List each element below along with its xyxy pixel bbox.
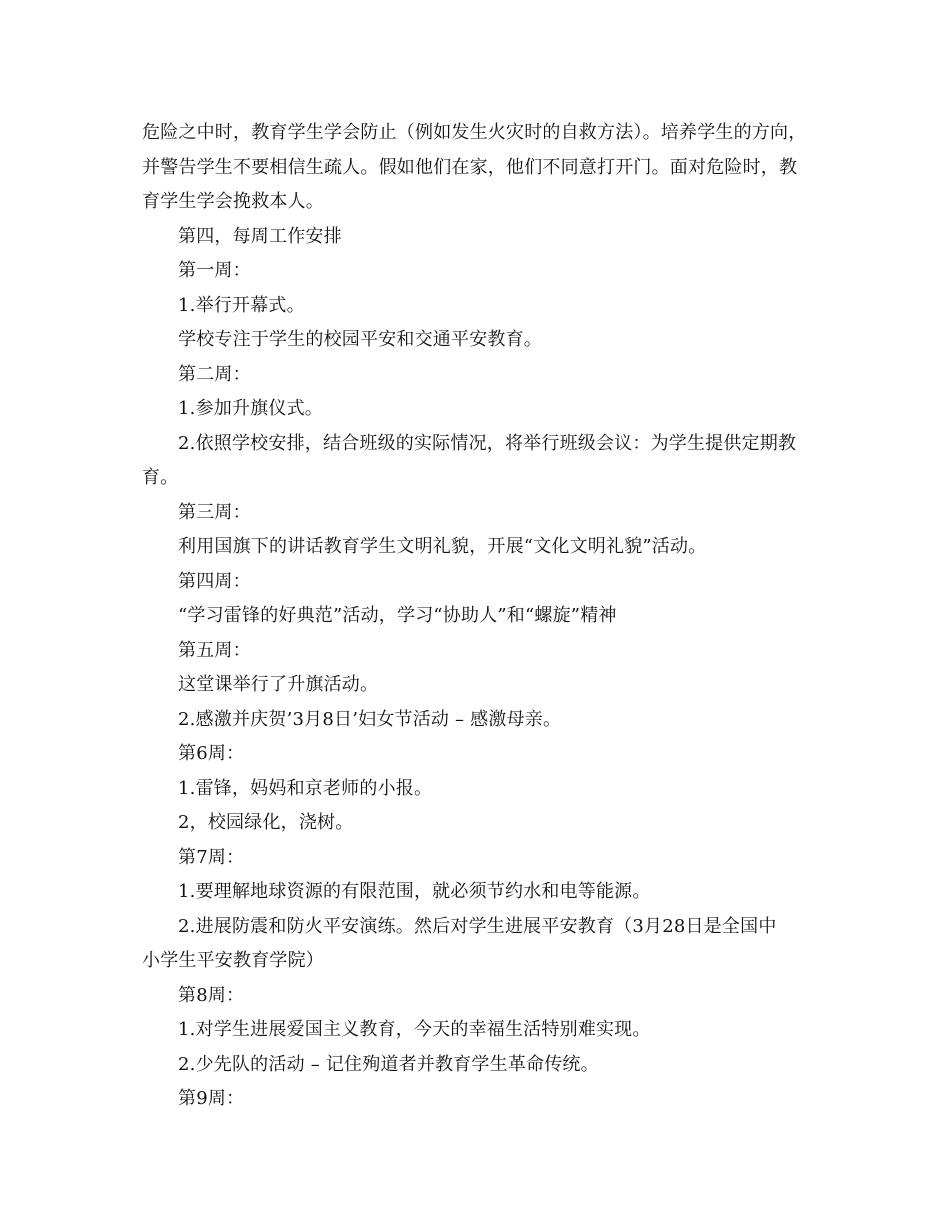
text-line: 1.雷锋，妈妈和京老师的小报。 [178,777,433,799]
text-line: 第四周： [178,570,251,592]
text-line: 2.依照学校安排，结合班级的实际情况，将举行班级会议：为学生提供定期教 [178,432,797,454]
text-line: 第二周： [178,363,251,385]
text-line: 1.对学生进展爱国主义教育，今天的幸福生活特别难实现。 [178,1019,651,1040]
text-line: 育。 [142,467,179,488]
text-line: 第8周： [178,984,245,1006]
text-line: 2.感激并庆贺’3月8日’妇女节活动 – 感激母亲。 [178,708,562,730]
text-line: 1.要理解地球资源的有限范围，就必须节约水和电等能源。 [178,881,651,902]
text-line: 第6周： [178,743,245,764]
text-line: 1.举行开幕式。 [178,294,305,316]
text-line: 1.参加升旗仪式。 [178,398,323,419]
text-line: 第7周： [178,846,245,868]
text-line: 学校专注于学生的校园平安和交通平安教育。 [178,329,542,350]
text-line: 并警告学生不要相信生疏人。假如他们在家，他们不同意打开门。面对危险时，教 [142,156,798,178]
text-line: 小学生平安教育学院） [142,950,324,971]
text-line: “学习雷锋的好典范”活动，学习“协助人”和“螺旋”精神 [178,605,617,626]
text-line: 第9周： [178,1088,245,1109]
document-body [142,116,817,1117]
text-line: 2.少先队的活动 – 记住殉道者并教育学生革命传统。 [178,1053,599,1075]
text-line: 第一周： [178,260,251,281]
text-line: 这堂课举行了升旗活动。 [178,674,379,695]
text-line: 危险之中时，教育学生学会防止（例如发生火灾时的自救方法）。培养学生的方向， [142,122,807,143]
text-line: 第五周： [178,639,251,661]
text-line: 2，校园绿化，浇树。 [178,812,354,833]
text-line: 第四，每周工作安排 [178,225,342,247]
text-line: 利用国旗下的讲话教育学生文明礼貌，开展“文化文明礼貌”活动。 [178,536,707,557]
text-line: 2.进展防震和防火平安演练。然后对学生进展平安教育（3月28日是全国中 [178,915,777,937]
text-line: 育学生学会挽救本人。 [142,191,324,212]
text-line: 第三周： [178,501,251,523]
